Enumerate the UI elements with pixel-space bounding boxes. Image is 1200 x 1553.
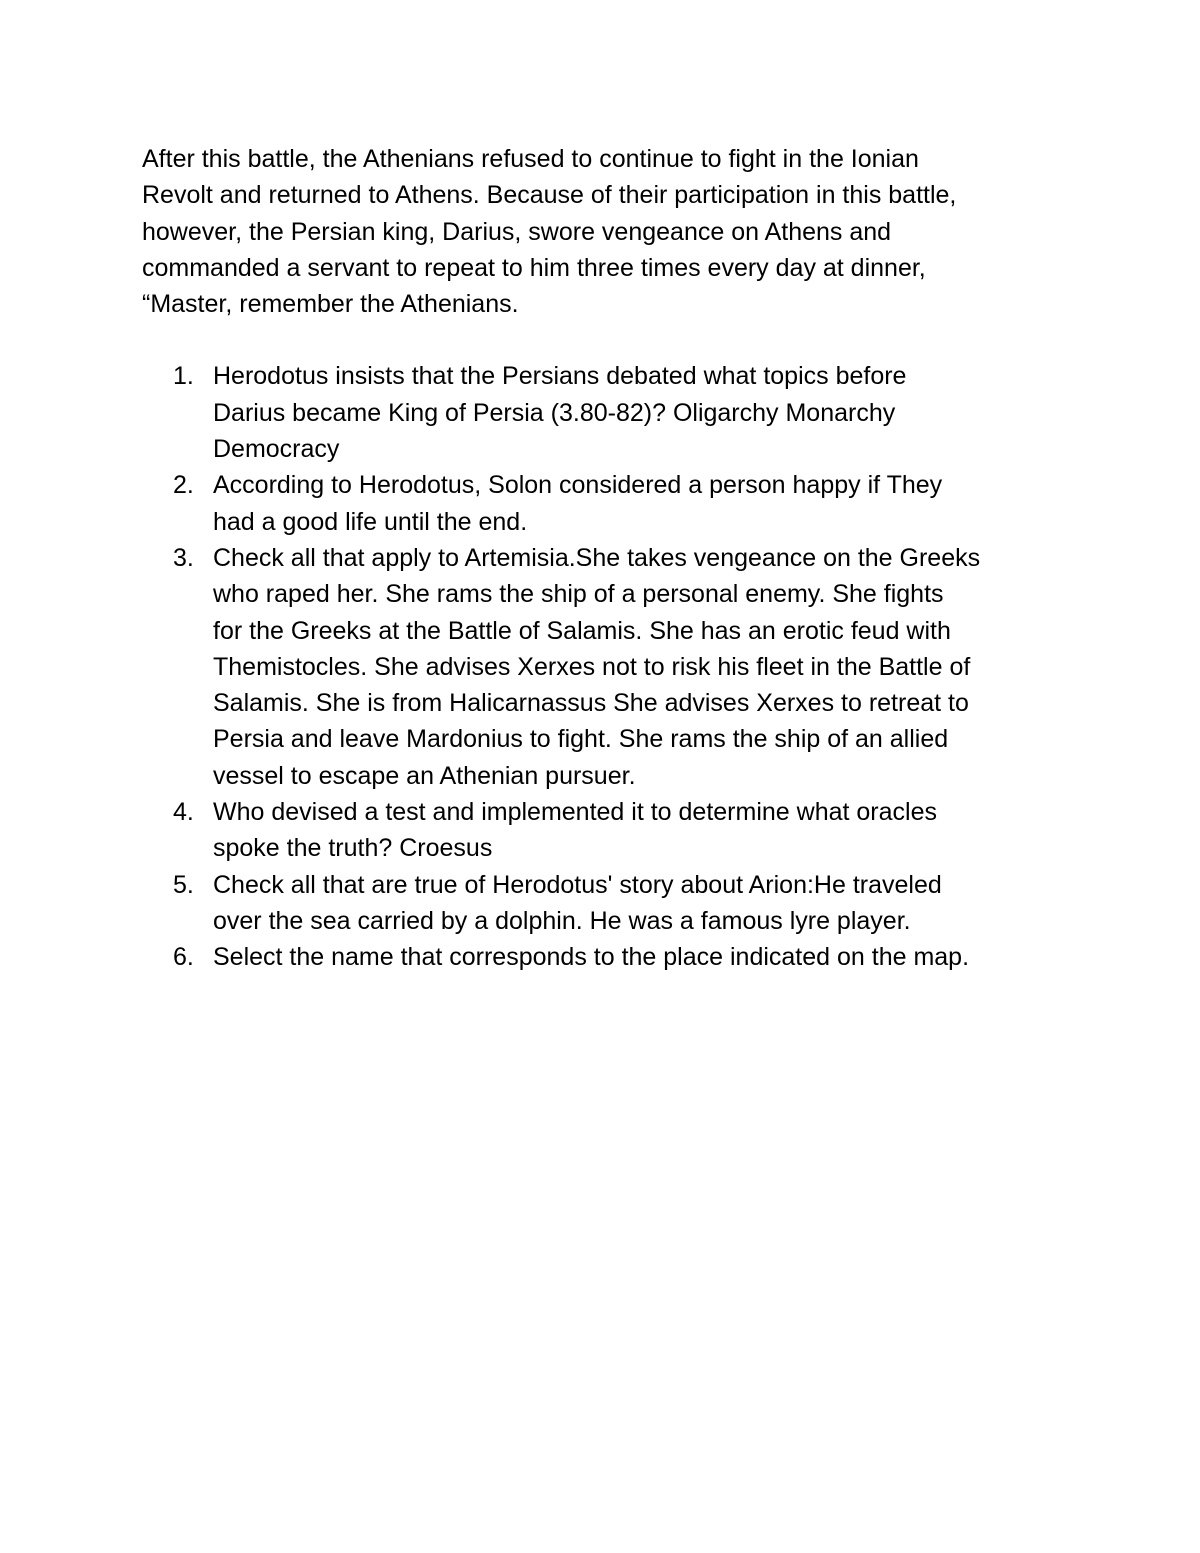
question-line: Select the name that corresponds to the place indicated on the map. (213, 943, 970, 972)
question-line: for the Greeks at the Battle of Salamis. She has an erotic feud with (213, 616, 951, 645)
question-line: Themistocles. She advises Xerxes not to risk his fleet in the Battle of (213, 652, 971, 681)
question-line: had a good life until the end. (213, 507, 528, 536)
question-line: Democracy (213, 435, 340, 464)
question-item (142, 467, 1072, 540)
question-line: vessel to escape an Athenian pursuer. (213, 761, 636, 790)
question-line: According to Herodotus, Solon considered a person happy if They (213, 471, 943, 500)
question-number: 3. (173, 543, 194, 572)
question-line: Herodotus insists that the Persians debated what topics before (213, 362, 907, 391)
question-list (142, 358, 1072, 975)
question-item (142, 358, 1072, 467)
question-item (142, 540, 1072, 794)
question-line: who raped her. She rams the ship of a personal enemy. She fights (213, 580, 944, 609)
question-item (142, 794, 1072, 867)
question-number: 1. (173, 362, 194, 391)
question-line: over the sea carried by a dolphin. He was a famous lyre player. (213, 906, 911, 935)
question-number: 6. (173, 943, 194, 972)
intro-paragraph (142, 141, 1072, 322)
intro-line: commanded a servant to repeat to him three times every day at dinner, (142, 253, 926, 282)
question-line: Check all that are true of Herodotus' story about Arion:He traveled (213, 870, 942, 899)
intro-line: “Master, remember the Athenians. (142, 290, 519, 319)
question-line: Darius became King of Persia (3.80-82)? Oligarchy Monarchy (213, 398, 896, 427)
question-number: 4. (173, 798, 194, 827)
question-line: Who devised a test and implemented it to determine what oracles (213, 798, 937, 827)
intro-line: Revolt and returned to Athens. Because of their participation in this battle, (142, 181, 957, 210)
question-line: Salamis. She is from Halicarnassus She advises Xerxes to retreat to (213, 689, 969, 718)
document-body (142, 141, 1072, 976)
question-line: Persia and leave Mardonius to fight. She rams the ship of an allied (213, 725, 949, 754)
intro-line: however, the Persian king, Darius, swore vengeance on Athens and (142, 217, 892, 246)
question-item (142, 867, 1072, 940)
intro-line: After this battle, the Athenians refused to continue to fight in the Ionian (142, 145, 919, 173)
question-line: Check all that apply to Artemisia.She takes vengeance on the Greeks (213, 543, 981, 572)
question-number: 2. (173, 471, 194, 500)
question-number: 5. (173, 870, 194, 899)
question-item (142, 939, 1072, 975)
question-line: spoke the truth? Croesus (213, 834, 493, 863)
